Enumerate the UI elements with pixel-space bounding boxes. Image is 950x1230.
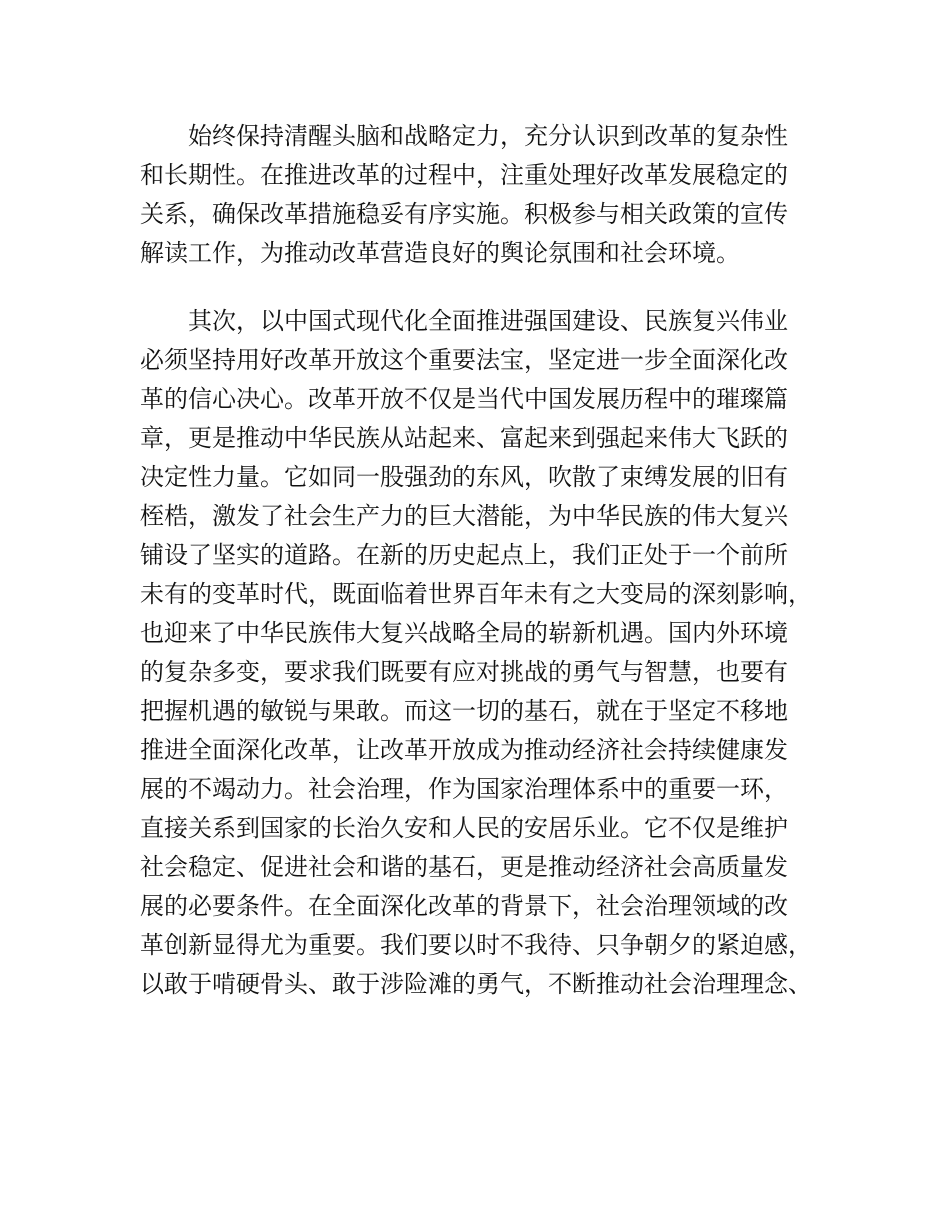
paragraph-1 (140, 117, 820, 273)
paragraph-line: 把握机遇的敏锐与果敢。而这一切的基石，就在于坚定不移地 (140, 697, 788, 725)
paragraph-line: 未有的变革时代，既面临着世界百年未有之大变局的深刻影响， (140, 580, 812, 608)
paragraph-line: 和长期性。在推进改革的过程中，注重处理好改革发展稳定的 (140, 161, 788, 189)
paragraph-line: 决定性力量。它如同一股强劲的东风，吹散了束缚发展的旧有 (140, 463, 788, 491)
paragraph-line: 必须坚持用好改革开放这个重要法宝，坚定进一步全面深化改 (140, 346, 788, 374)
paragraph-line: 解读工作，为推动改革营造良好的舆论氛围和社会环境。 (140, 239, 740, 267)
paragraph-line: 推进全面深化改革，让改革开放成为推动经济社会持续健康发 (140, 736, 788, 764)
paragraph-line: 铺设了坚实的道路。在新的历史起点上，我们正处于一个前所 (140, 541, 788, 569)
paragraph-line: 直接关系到国家的长治久安和人民的安居乐业。它不仅是维护 (140, 814, 788, 842)
paragraph-line: 展的不竭动力。社会治理，作为国家治理体系中的重要一环， (140, 775, 788, 803)
paragraph-line: 革创新显得尤为重要。我们要以时不我待、只争朝夕的紧迫感， (140, 931, 812, 959)
paragraph-line: 桎梏，激发了社会生产力的巨大潜能，为中华民族的伟大复兴 (140, 502, 788, 530)
paragraph-line: 的复杂多变，要求我们既要有应对挑战的勇气与智慧，也要有 (140, 658, 788, 686)
paragraph-line: 其次，以中国式现代化全面推进强国建设、民族复兴伟业 (188, 307, 788, 335)
paragraph-line: 始终保持清醒头脑和战略定力，充分认识到改革的复杂性 (188, 122, 788, 150)
paragraph-line: 以敢于啃硬骨头、敢于涉险滩的勇气，不断推动社会治理理念、 (140, 970, 812, 998)
paragraph-line: 章，更是推动中华民族从站起来、富起来到强起来伟大飞跃的 (140, 424, 788, 452)
paragraph-2 (140, 302, 820, 1004)
paragraph-line: 社会稳定、促进社会和谐的基石，更是推动经济社会高质量发 (140, 853, 788, 881)
paragraph-line: 革的信心决心。改革开放不仅是当代中国发展历程中的璀璨篇 (140, 385, 788, 413)
paragraph-line: 关系，确保改革措施稳妥有序实施。积极参与相关政策的宣传 (140, 200, 788, 228)
paragraph-line: 展的必要条件。在全面深化改革的背景下，社会治理领域的改 (140, 892, 788, 920)
paragraph-line: 也迎来了中华民族伟大复兴战略全局的崭新机遇。国内外环境 (140, 619, 788, 647)
